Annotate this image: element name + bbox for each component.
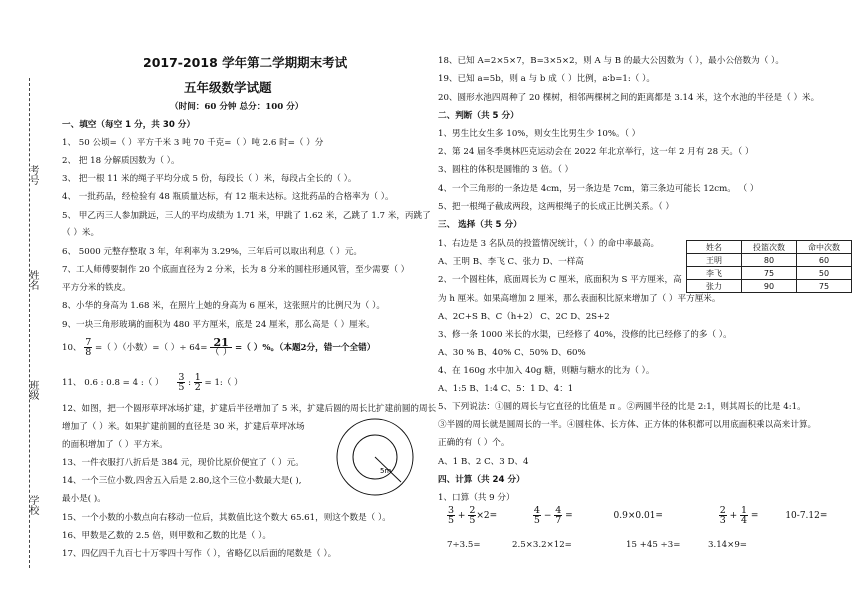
question-3: 3、 把一根 11 米的绳子平均分成 5 份，每段长（ ）米，每段占全长的（ ）。	[62, 174, 357, 184]
table-header-row: 姓名 投篮次数 命中次数	[687, 241, 852, 254]
section-calc-heading: 四、计算（共 24 分）	[438, 475, 525, 485]
judge-5: 5、把一根绳子截成两段，这两根绳子的长成正比例关系。（ ）	[438, 202, 674, 212]
table-row: 李飞 75 50	[687, 267, 852, 280]
circle-label: 5m	[380, 467, 392, 475]
school-label: 学校	[27, 495, 38, 515]
question-5: 5、 甲乙丙三人参加跳远，三人的平均成绩为 1.71 米，甲跳了 1.62 米，乙跳了 1.7 米，丙跳了	[62, 211, 431, 221]
exam-subtitle: 五年级数学试题	[184, 80, 272, 95]
question-15: 15、一个小数的小数点向右移动一位后，其数值比这个数大 65.61，则这个数是（ ）。	[62, 513, 391, 523]
question-7-cont: 平方分米的铁皮。	[62, 283, 131, 293]
choice-1: 1、右边是 3 名队员的投篮情况统计，（ ）的命中率最高。	[438, 239, 660, 249]
question-19: 19、已知 a=5b，则 a 与 b 成（ ）比例，a∶b=1:（ ）。	[438, 74, 656, 84]
choice-5-cont: ③半圆的周长就是圆周长的一半。④圆柱体、长方体、正方体的体积都可以用底面积乘以高来计算。	[438, 420, 817, 430]
choice-4: 4、在 160g 水中加入 40g 糖，则糖与糖水的比为（ ）。	[438, 366, 655, 376]
calc-row-1: $\frac{3}{5}$ + $\frac{2}{5}$ ×2= $\frac{4}{5}$ − $\frac{4}{7}$ = 0.9×0.01= $\frac{2}{3}$ + $\frac{1}{4}$ = 10-7.12=	[448, 505, 828, 526]
judge-1: 1、男生比女生多 10%，则女生比男生少 10%。（ ）	[438, 129, 641, 139]
question-12-cont2: 的面积增加了（ ）平方米。	[62, 440, 168, 450]
question-12-cont: 增加了（ ）米。如果扩建前圆的直径是 30 米，扩建后草坪冰场	[62, 422, 305, 432]
question-5-cont: （ ）米。	[62, 228, 100, 238]
judge-3: 3、圆柱的体积是圆锥的 3 倍。（ ）	[438, 165, 574, 175]
shooting-stats-table	[686, 240, 852, 293]
name-label: 姓名	[27, 270, 38, 290]
question-10: 10、 $\frac{7}{8}$ =（ ）（小数）=（ ）÷ 64= $\frac{21}{( )}$ =（ ）%。（本题2分，错一个全错）	[62, 336, 376, 358]
choice-5-cont2: 正确的有（ ）个。	[438, 438, 510, 448]
choice-5-options: A、1 B、2 C、3 D、4	[438, 457, 529, 467]
choice-3: 3、修一条 1000 米长的水渠，已经修了 40%，没修的比已经修了的多（ ）。	[438, 330, 732, 340]
judge-2: 2、第 24 届冬季奥林匹克运动会在 2022 年北京举行，这一年 2 月有 28 天。（ ）	[438, 147, 754, 157]
section-choice-heading: 三、 选择（共 5 分）	[438, 220, 522, 230]
question-12: 12、如图，把一个圆形草坪冰场扩建，扩建后半径增加了 5 米，扩建后圆的周长比扩建前圆的周长	[62, 404, 437, 414]
section-fill-heading: 一、填空（每空 1 分，共 30 分）	[62, 120, 196, 130]
calc-row-2-item-1: 7÷3.5=	[447, 540, 481, 550]
exam-number-label: 考号	[27, 165, 38, 185]
choice-2-cont: 为 h 厘米。如果高增加 2 厘米，那么表面积比原来增加了（ ）平方厘米。	[438, 294, 721, 304]
question-11: 11、 0.6 : 0.8 = 4 :（ ） $\frac{3}{5}$ : $\frac{1}{2}$ = 1:（ ）	[62, 372, 243, 393]
class-label: 班级	[27, 380, 38, 400]
fraction: $\frac{1}{2}$	[194, 372, 201, 393]
question-17: 17、四亿四千九百七十万零四十写作（ ），省略亿以后面的尾数是（ ）。	[62, 549, 337, 559]
calc-row-2-item-3: 15 +45 ÷3=	[626, 540, 681, 550]
question-14-cont: 最小是( )。	[62, 494, 106, 504]
question-18: 18、已知 A=2×5×7，B=3×5×2，则 A 与 B 的最大公因数为（ ），最小公倍数为（ ）。	[438, 56, 784, 66]
question-13: 13、一件衣服打八折后是 384 元，现价比原价便宜了（ ）元。	[62, 458, 304, 468]
question-1: 1、 50 公顷=（ ）平方千米 3 吨 70 千克=（ ）吨 2.6 时=（ ）分	[62, 138, 324, 148]
fraction: $\frac{21}{( )}$	[210, 336, 233, 358]
question-4: 4、 一批药品，经检验有 48 瓶质量达标，有 12 瓶未达标。这批药品的合格率为（ ）。	[62, 192, 394, 202]
question-2: 2、 把 18 分解质因数为（ ）。	[62, 156, 180, 166]
section-judge-heading: 二、判断（共 5 分）	[438, 111, 519, 121]
question-7: 7、工人师傅要制作 20 个底面直径为 2 分米，长为 8 分米的圆柱形通风管，至少需要（ ）	[62, 265, 410, 275]
table-row: 王明 80 60	[687, 254, 852, 267]
choice-4-options: A、1:5 B、1:4 C、5：1 D、4：1	[438, 384, 574, 394]
question-6: 6、 5000 元整存整取 3 年，年利率为 3.29%，三年后可以取出利息（ ）元。	[62, 247, 362, 257]
fraction: $\frac{3}{5}$	[178, 372, 185, 393]
choice-5: 5、下列说法：①圆的周长与它直径的比值是 π 。②两圆半径的比是 2:1，则其周长的比是 4:1。	[438, 402, 806, 412]
exam-meta: （时间：60 分钟 总分：100 分）	[170, 102, 304, 112]
circle-figure	[334, 416, 416, 498]
choice-1-options: A、王明 B、李飞 C、张力 D、一样高	[438, 257, 584, 267]
table-row: 张力 90 75	[687, 280, 852, 293]
question-8: 8、小华的身高为 1.68 米，在照片上她的身高为 6 厘米，这张照片的比例尺为（ ）。	[62, 301, 386, 311]
question-16: 16、甲数是乙数的 2.5 倍，则甲数和乙数的比是（ ）。	[62, 531, 271, 541]
question-20: 20、圆形水池四周种了 20 棵树，相邻两棵树之间的距离都是 3.14 米，这个水池的半径是（ ）米。	[438, 93, 820, 103]
calc-oral-heading: 1、口算（共 9 分）	[438, 493, 515, 503]
question-14: 14、一个三位小数,四舍五入后是 2.80,这个三位小数最大是( ),	[62, 476, 302, 486]
choice-2-options: A、2C+S B、C（h+2） C、2C D、2S+2	[438, 312, 610, 322]
calc-row-2-item-2: 2.5×3.2×12=	[512, 540, 572, 550]
choice-3-options: A、30 % B、40% C、50% D、60%	[438, 348, 586, 358]
question-9: 9、一块三角形玻璃的面积为 480 平方厘米，底是 24 厘米，那么高是（ ）厘米。	[62, 320, 375, 330]
exam-title: 2017-2018 学年第二学期期末考试	[143, 55, 348, 70]
fraction: $\frac{7}{8}$	[85, 337, 92, 358]
calc-row-2-item-4: 3.14×9=	[708, 540, 748, 550]
choice-2: 2、一个圆柱体，底面周长为 C 厘米，底面积为 S 平方厘米，高	[438, 275, 682, 285]
judge-4: 4、一个三角形的一条边是 4cm，另一条边是 7cm，第三条边可能长 12cm。 （ ）	[438, 184, 759, 194]
